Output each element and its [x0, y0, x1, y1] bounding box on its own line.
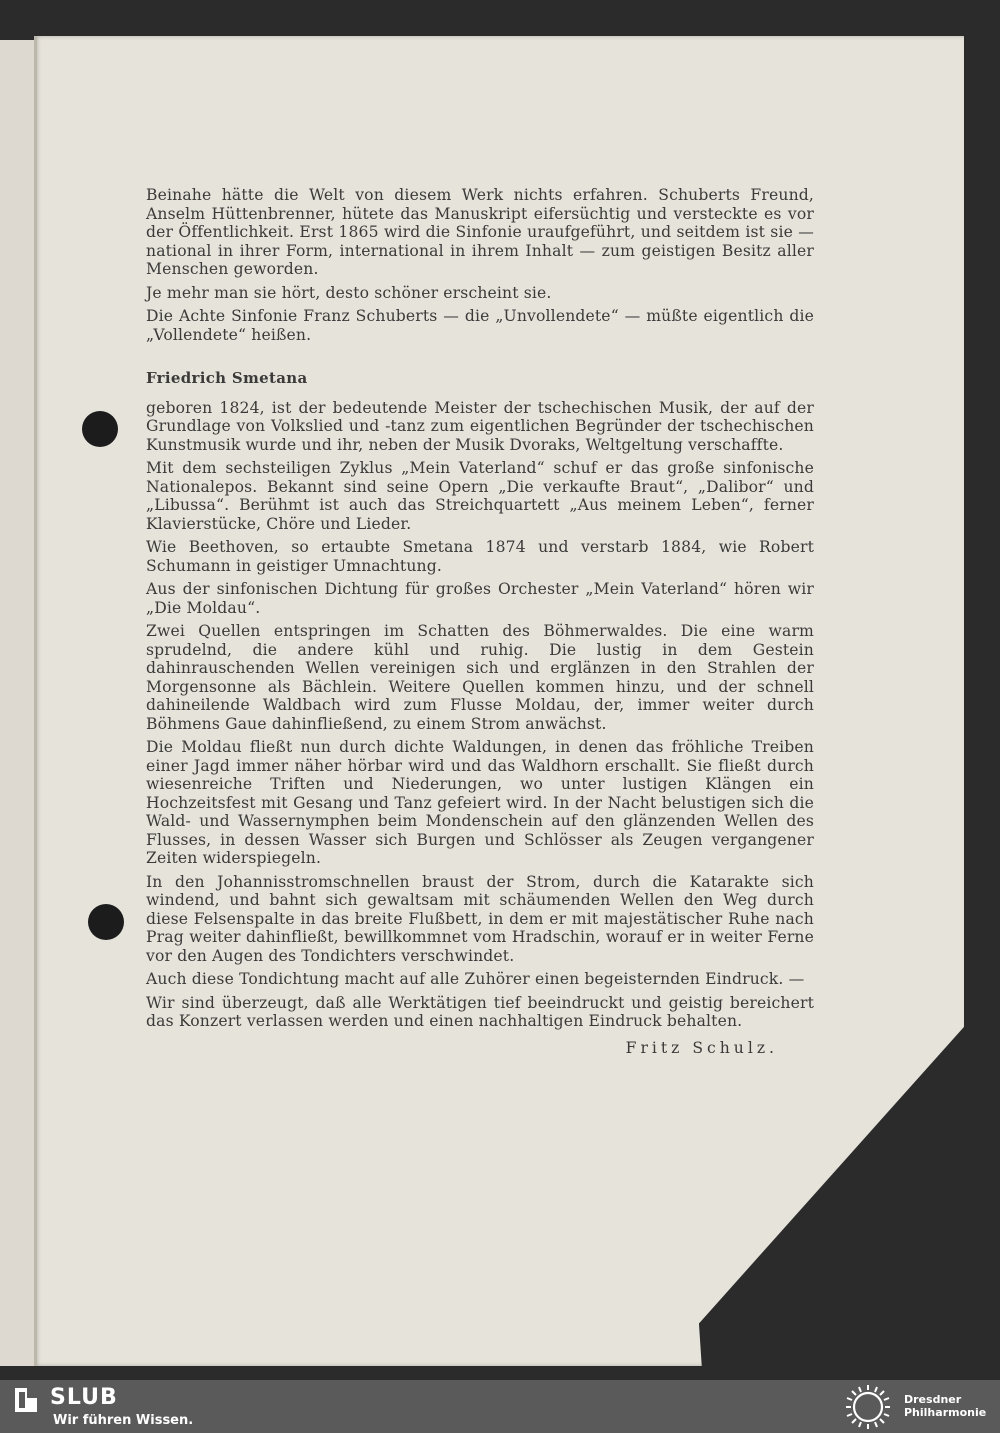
paragraph: Die Moldau fließt nun durch dichte Waldungen, in denen das fröhliche Treiben einer Jagd immer näher hörbar wird und das Waldhorn erschallt. Sie fließt durch wiesenreiche Triften und Niederungen, wo unter lustigen Klängen ein Hochzeitsfest mit Gesang und Tanz gefeiert wird. In der Nacht belustigen sich die Wald- und Wassernymphen beim Mondenschein auf den glänzenden Wellen des Flusses, in dessen Wasser sich Burgen und Schlösser als Zeugen vergangener Zeiten widerspiegeln.: [146, 738, 814, 867]
paragraph: Zwei Quellen entspringen im Schatten des Böhmerwaldes. Die eine warm sprudelnd, die andere kühl und ruhig. Die lustig in dem Gestein dahinrauschenden Wellen vereinigen sich und erglänzen in den Strahlen der Morgensonne als Bächlein. Weitere Quellen kommen hinzu, und der schnell dahineilende Waldbach wird zum Flusse Moldau, der, immer weiter durch Böhmens Gaue dahinfließend, zu einem Strom anwächst.: [146, 622, 814, 733]
paragraph: Aus der sinfonischen Dichtung für großes Orchester „Mein Vaterland“ hören wir „Die Moldau“.: [146, 580, 814, 617]
paragraph: Beinahe hätte die Welt von diesem Werk nichts erfahren. Schuberts Freund, Anselm Hüttenbrenner, hütete das Manuskript eifersüchtig und versteckte es vor der Öffentlichkeit. Erst 1865 wird die Sinfonie uraufgeführt, und seitdem ist sie — national in ihrer Form, international in ihrem Inhalt — zum geistigen Besitz aller Menschen geworden.: [146, 186, 814, 278]
signature: Fritz Schulz.: [625, 1038, 778, 1057]
partner-name[interactable]: [904, 1393, 986, 1419]
punch-hole-top: [82, 411, 118, 447]
paragraph: Je mehr man sie hört, desto schöner erscheint sie.: [146, 283, 552, 302]
paragraph: Die Achte Sinfonie Franz Schuberts — die „Unvollendete“ — müßte eigentlich die „Vollendete“ heißen.: [146, 307, 814, 344]
page-fold-edge: [34, 36, 37, 1366]
paragraph: Wir sind überzeugt, daß alle Werktätigen tief beeindruckt und geistig bereichert das Konzert verlassen werden und einen nachhaltigen Eindruck behalten.: [146, 993, 814, 1030]
document-text: [146, 186, 814, 1062]
book-icon: [13, 1386, 39, 1414]
partner-name-line2: Philharmonie: [904, 1406, 987, 1419]
slub-tagline: Wir führen Wissen.: [53, 1413, 194, 1428]
paragraph: Wie Beethoven, so ertaubte Smetana 1874 und verstarb 1884, wie Robert Schumann in geistiger Umnachtung.: [146, 538, 814, 575]
sunburst-icon: [842, 1383, 894, 1431]
partner-name-line1: Dresdner: [904, 1393, 962, 1406]
section-heading: Friedrich Smetana: [146, 369, 308, 387]
underlying-page: [0, 40, 36, 1366]
paragraph: Auch diese Tondichtung macht auf alle Zuhörer einen begeisternden Eindruck. —: [146, 970, 805, 988]
slub-name[interactable]: SLUB: [50, 1385, 118, 1410]
paragraph: In den Johannisstromschnellen braust der Strom, durch die Katarakte sich windend, und bahnt sich gewaltsam mit schäumenden Wellen den Weg durch diese Felsenspalte in das breite Flußbett, in dem er mit majestätischer Ruhe nach Prag weiter dahinfließt, bewillkommnet vom Hradschin, worauf er in weiter Ferne vor den Augen des Tondichters verschwindet.: [146, 872, 814, 965]
punch-hole-bottom: [88, 904, 124, 940]
paragraph: geboren 1824, ist der bedeutende Meister der tschechischen Musik, der auf der Grundlage von Volkslied und -tanz zum eigentlichen Begründer der tschechischen Kunstmusik wurde und ihr, neben der Musik Dvoraks, Weltgeltung verschaffte.: [146, 398, 814, 454]
paragraph: Mit dem sechsteiligen Zyklus „Mein Vaterland“ schuf er das große sinfonische Nationalepos. Bekannt sind seine Opern „Die verkaufte Braut“, „Dalibor“ und „Libussa“. Berühmt ist auch das Streichquartett „Aus meinem Leben“, ferner Klavierstücke, Chöre und Lieder.: [146, 459, 814, 533]
viewer-footer: [0, 1380, 1000, 1433]
